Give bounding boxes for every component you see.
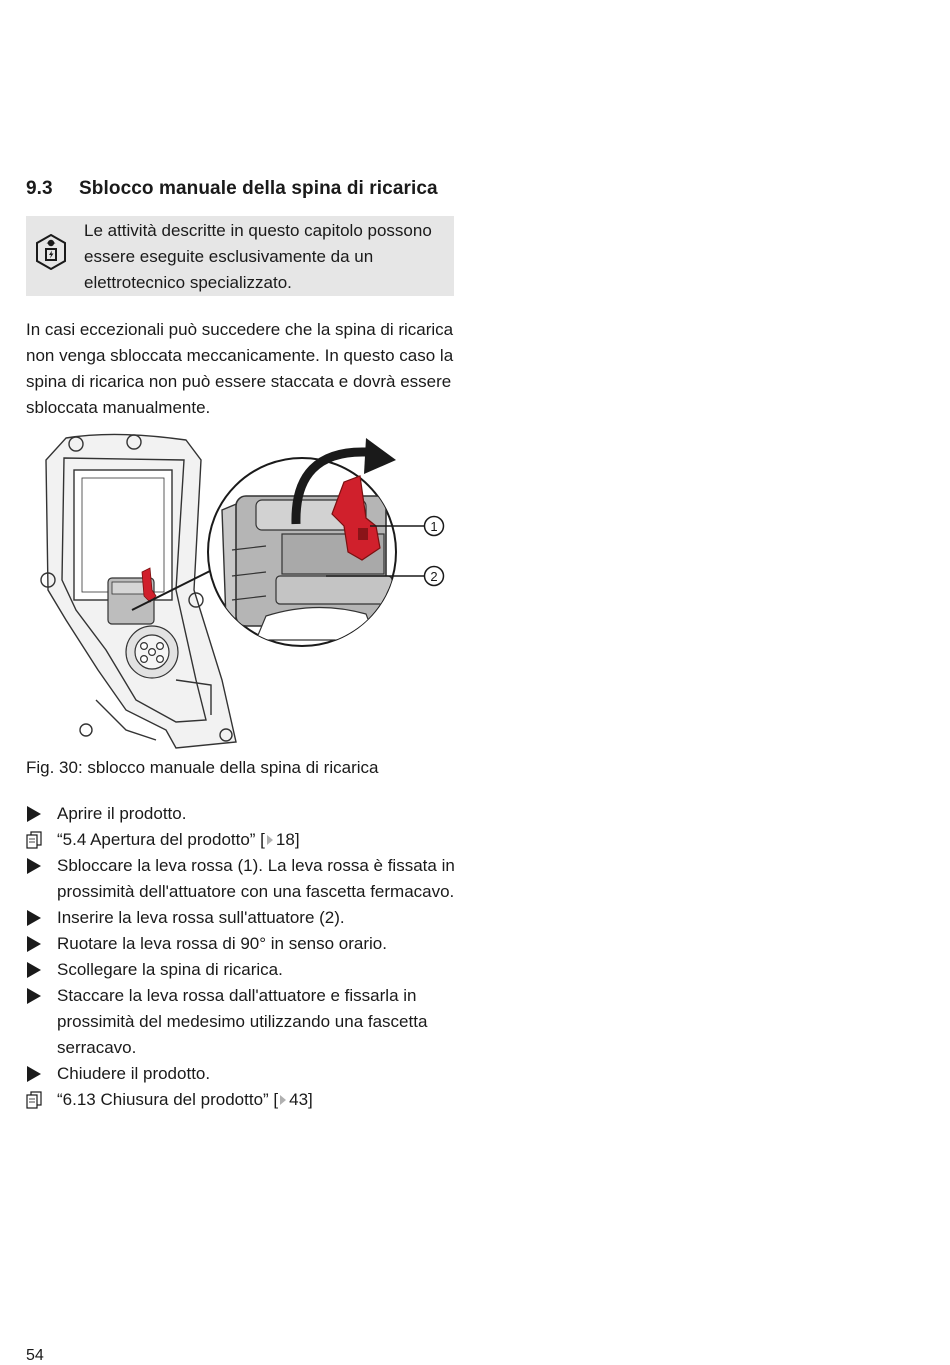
step-text: Sbloccare la leva rossa (1). La leva rossa è fissata in prossimità dell'attuatore con una fascetta fermacavo. <box>57 856 455 901</box>
section-number: 9.3 <box>26 178 53 199</box>
reference-page[interactable]: 18 <box>275 830 295 849</box>
action-triangle-icon <box>26 857 42 875</box>
step-item <box>26 905 458 931</box>
reference-item[interactable] <box>26 827 458 853</box>
action-triangle-icon <box>26 909 42 927</box>
arrow-head <box>364 438 396 474</box>
action-triangle-icon <box>26 1065 42 1083</box>
step-text: Ruotare la leva rossa di 90° in senso orario. <box>57 934 387 953</box>
action-triangle-icon <box>26 935 42 953</box>
action-triangle-icon <box>26 805 42 823</box>
step-text: Scollegare la spina di ricarica. <box>57 960 283 979</box>
reference-pre[interactable]: “5.4 Apertura del prodotto” [ <box>57 830 265 849</box>
page-pointer-icon <box>279 1094 287 1106</box>
document-reference-icon <box>26 1091 42 1109</box>
notice-text: Le attività descritte in questo capitolo possono essere eseguite esclusivamente da un elettrotecnico specializzato. <box>84 221 432 292</box>
lever-hole <box>358 528 368 540</box>
step-item <box>26 957 458 983</box>
step-item <box>26 983 458 1061</box>
step-item <box>26 931 458 957</box>
document-reference-icon <box>26 831 42 849</box>
notice-box <box>26 216 454 296</box>
reference-pre[interactable]: “6.13 Chiusura del prodotto” [ <box>57 1090 279 1109</box>
step-text: Inserire la leva rossa sull'attuatore (2). <box>57 908 345 927</box>
callout-1-label: 1 <box>430 519 438 534</box>
reference-page[interactable]: 43 <box>289 1090 309 1109</box>
reference-post: ] <box>294 830 300 849</box>
action-triangle-icon <box>26 961 42 979</box>
instruction-list <box>26 801 458 1113</box>
step-text: Aprire il prodotto. <box>57 804 187 823</box>
reference-post: ] <box>308 1090 313 1109</box>
reference-item[interactable] <box>26 1087 458 1113</box>
figure-illustration <box>26 430 456 750</box>
electrician-icon <box>34 234 68 270</box>
step-item <box>26 801 458 827</box>
step-item <box>26 853 458 905</box>
page-pointer-icon <box>266 834 274 846</box>
step-text: Chiudere il prodotto. <box>57 1064 211 1083</box>
figure-caption: Fig. 30: sblocco manuale della spina di ricarica <box>26 758 379 777</box>
page-number: 54 <box>26 1347 44 1364</box>
step-item <box>26 1061 458 1087</box>
section-heading <box>26 178 438 200</box>
action-triangle-icon <box>26 987 42 1005</box>
step-text: Staccare la leva rossa dall'attuatore e fissarla in prossimità del medesimo utilizzando una fascetta serracavo. <box>57 986 428 1057</box>
section-title: Sblocco manuale della spina di ricarica <box>79 178 438 199</box>
intro-paragraph: In casi eccezionali può succedere che la spina di ricarica non venga sbloccata meccanicamente. In questo caso la spina di ricarica non può essere staccata e dovrà essere sbloccata manualmente. <box>26 320 454 417</box>
callout-2-label: 2 <box>430 569 438 584</box>
